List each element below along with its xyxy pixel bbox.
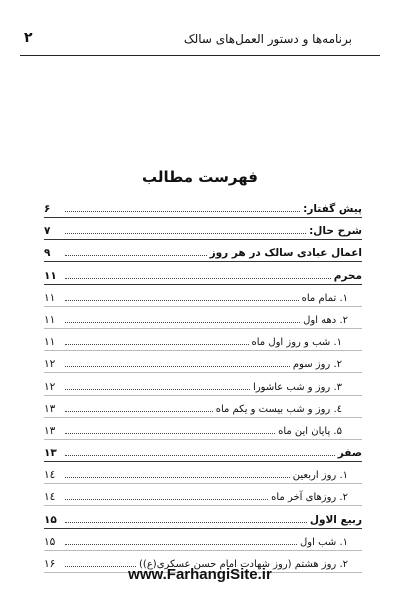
toc-entry (44, 353, 362, 370)
toc-entry (44, 265, 362, 282)
toc-entry (44, 486, 362, 503)
toc-row-divider (44, 461, 362, 462)
toc-entry (44, 509, 362, 526)
toc-leader-dots (65, 389, 250, 390)
toc-entry-label: پیش گفتار: (303, 203, 362, 215)
toc-row-divider (44, 284, 362, 285)
toc-entry (44, 309, 362, 326)
toc-entry-label: ٤. روز و شب بیست و یکم ماه (215, 403, 342, 415)
toc-entry-label: ۵. پایان این ماه (278, 425, 342, 437)
toc-row-divider (44, 550, 362, 551)
toc-entry-page: ۱۳ (44, 424, 56, 437)
toc-entry-label: ۱. شب و روز اول ماه (251, 337, 342, 349)
toc-row-divider (44, 350, 362, 351)
header-divider (20, 55, 380, 56)
toc-entry (44, 198, 362, 215)
page-header (20, 30, 380, 52)
toc-entry-label: صفر (337, 447, 362, 460)
toc-row-divider (44, 505, 362, 506)
toc-entry-page: ۱۱ (44, 291, 56, 304)
toc-row-divider (44, 417, 362, 418)
toc-entry (44, 442, 362, 459)
toc-entry-label: ۲. روز هشتم (روز شهادت امام حسن عسکری(ع)) (139, 559, 348, 570)
toc-entry-label: اعمال عبادی سالک در هر روز (209, 247, 362, 260)
toc-entry (44, 464, 362, 481)
toc-row-divider (44, 439, 362, 440)
toc-leader-dots (65, 433, 275, 434)
toc-row-divider (44, 306, 362, 307)
toc-row-divider (44, 217, 362, 218)
toc-entry-page: ۱۱ (44, 336, 56, 349)
toc-entry (44, 331, 362, 348)
toc-title: فهرست مطالب (142, 168, 258, 186)
watermark: www.FarhangiSite.ir (128, 566, 272, 583)
toc-entry-page: ۱۲ (44, 358, 56, 371)
header-title: برنامه‌ها و دستور العمل‌های سالک (183, 32, 352, 46)
toc-entry-page: ۱۳ (44, 447, 57, 460)
toc-leader-dots (65, 522, 307, 523)
toc-leader-dots (65, 322, 300, 323)
toc-leader-dots (65, 278, 331, 279)
toc-entry-page: ۱٤ (44, 491, 56, 504)
toc-leader-dots (65, 411, 213, 412)
toc-entry (44, 242, 362, 259)
toc-entry-page: ۱٤ (44, 469, 56, 482)
toc-entry (44, 220, 362, 237)
toc-entry-label: ۱. تمام ماه (301, 292, 348, 304)
toc-entry (44, 531, 362, 548)
toc-entry-label: ۱. شب اول (300, 536, 348, 548)
toc-row-divider (44, 528, 362, 529)
toc-leader-dots (65, 344, 249, 345)
toc-entry-page: ۶ (44, 203, 51, 215)
toc-row-divider (44, 239, 362, 240)
toc-entry (44, 376, 362, 393)
toc-entry-page: ۷ (44, 225, 51, 238)
toc-entry (44, 398, 362, 415)
toc-entry-page: ۱۱ (44, 269, 57, 282)
header-page-number: ۲ (24, 30, 33, 46)
toc-row-divider (44, 395, 362, 396)
toc-leader-dots (65, 477, 290, 478)
toc-entry (44, 287, 362, 304)
toc-entry-page: ۱۲ (44, 380, 56, 393)
toc-leader-dots (65, 499, 268, 500)
toc-leader-dots (65, 544, 297, 545)
toc-entry-label: ۲. روزهای آخر ماه (271, 492, 348, 504)
toc-leader-dots (65, 455, 335, 456)
toc-list (44, 198, 362, 575)
toc-row-divider (44, 372, 362, 373)
toc-entry-page: ۱۶ (44, 558, 56, 570)
toc-entry-label: ربیع الاول (309, 513, 362, 526)
toc-row-divider (44, 261, 362, 262)
toc-row-divider (44, 328, 362, 329)
toc-leader-dots (65, 233, 306, 234)
toc-leader-dots (65, 300, 299, 301)
toc-entry-label: ۲. دهه اول (303, 314, 348, 326)
toc-entry-page: ۱۵ (44, 513, 57, 526)
toc-leader-dots (65, 211, 300, 212)
toc-leader-dots (65, 366, 290, 367)
toc-entry-page: ۹ (44, 247, 51, 260)
toc-entry-label: ۲. روز سوم (292, 359, 342, 371)
toc-entry-label: شرح حال: (309, 225, 362, 238)
toc-row-divider (44, 483, 362, 484)
toc-entry-label: ۳. روز و شب عاشورا (253, 381, 342, 393)
toc-entry (44, 420, 362, 437)
toc-entry-page: ۱۵ (44, 535, 56, 548)
toc-leader-dots (65, 255, 207, 256)
toc-entry-label: محرم (333, 269, 362, 282)
toc-entry-label: ۱. روز اربعین (292, 470, 348, 482)
toc-entry-page: ۱۳ (44, 402, 56, 415)
toc-entry-page: ۱۱ (44, 313, 56, 326)
